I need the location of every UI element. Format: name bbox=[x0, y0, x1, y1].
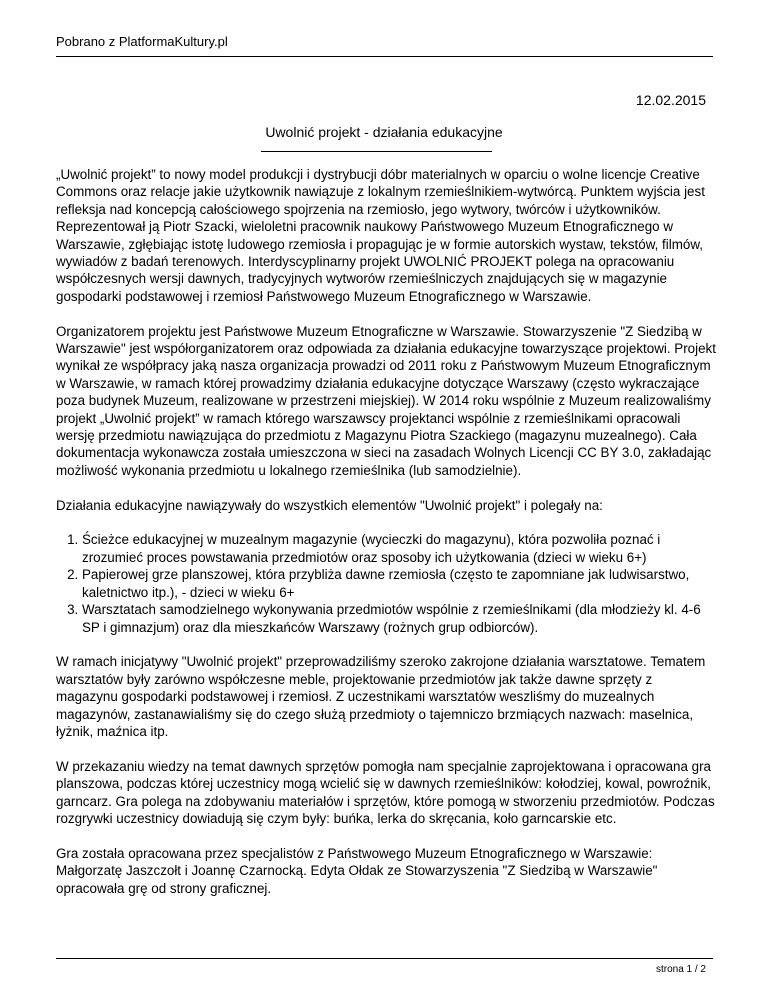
document-body bbox=[56, 166, 716, 914]
activities-list bbox=[56, 531, 716, 635]
paragraph-intro: „Uwolnić projekt” to nowy model produkcji i dystrybucji dóbr materialnych w oparciu o wolne licencje Creative Commons oraz relacje jakie użytkownik nawiązuje z lokalnym rzemieślnikiem-wytwórcą. Punktem wyjścia jest refleksja nad koncepcją całościowego spojrzenia na rzemiosło, jego wytwory, twórców i użytkowników. Reprezentował ją Piotr Szacki, wieloletni pracownik naukowy Państwowego Muzeum Etnograficznego w Warszawie, zgłębiając istotę ludowego rzemiosła i propagując je w formie autorskich wystaw, tekstów, filmów, wywiadów z badań terenowych. Interdyscyplinarny projekt UWOLNIĆ PROJEKT polega na opracowaniu współczesnych wersji dawnych, tradycyjnych wytworów rzemieślniczych znajdujących się w magazynie gospodarki podstawowej i rzemiosł Państwowego Muzeum Etnograficznego w Warszawie. bbox=[56, 167, 705, 304]
list-item: 2. Papierowej grze planszowej, która przybliża dawne rzemiosła (często te zapomniane jak ludwisarstwo, kaletnictwo itp.), - dzieci w wieku 6+ bbox=[82, 566, 716, 601]
paragraph-workshops: W ramach inicjatywy "Uwolnić projekt" przeprowadziliśmy szeroko zakrojone działania warsztatowe. Tematem warsztatów były zarówno współczesne meble, projektowanie przedmiotów jak także dawne sprzęty z magazynu gospodarki podstawowej i rzemiosł. Z uczestnikami warsztatów weszliśmy do muzealnych magazynów, zastanawialiśmy się do czego służą przedmioty o tajemniczo brzmiących nazwach: maselnica, łyżnik, maźnica itp. bbox=[56, 654, 706, 739]
paragraph-activities-lead: Działania edukacyjne nawiązywały do wszystkich elementów "Uwolnić projekt" i polegały na: bbox=[56, 497, 603, 513]
paragraph-organizer: Organizatorem projektu jest Państwowe Muzeum Etnograficzne w Warszawie. Stowarzyszenie "Z Siedzibą w Warszawie" jest współorganizatorem oraz odpowiada za działania edukacyjne towarzyszące projektowi. Projekt wynikał ze współpracy jaką nasza organizacja prowadzi od 2011 roku z Państwowym Muzeum Etnograficznym w Warszawie, w ramach której prowadzimy działania edukacyjne dotyczące Warszawy (często wykraczające poza budynek Muzeum, realizowane w przestrzeni miejskiej). W 2014 roku wspólnie z Muzeum realizowaliśmy projekt „Uwolnić projekt” w ramach którego warszawscy projektanci wspólnie z rzemieślnikami opracowali wersję przedmiotu nawiązująca do przedmiotu z Magazynu Piotra Szackiego (magazynu muzealnego). Cała dokumentacja wykonawcza została umieszczona w sieci na zasadach Wolnych Licencji CC BY 3.0, zakładając możliwość wykonania przedmiotu u lokalnego rzemieślnika (lub samodzielnie). bbox=[56, 323, 716, 478]
source-header: Pobrano z PlatformaKultury.pl bbox=[56, 34, 228, 49]
list-item: 1. Ścieżce edukacyjnej w muzealnym magazynie (wycieczki do magazynu), która pozwoliła poznać i zrozumieć proces powstawania przedmiotów oraz sposoby ich użytkowania (dzieci w wieku 6+) bbox=[82, 531, 716, 566]
footer-divider bbox=[56, 958, 713, 959]
header-divider bbox=[56, 56, 713, 57]
page-number: strona 1 / 2 bbox=[655, 964, 706, 975]
document-title: Uwolnić projekt - działania edukacyjne bbox=[265, 124, 503, 140]
title-underline bbox=[261, 151, 492, 152]
paragraph-board-game: W przekazaniu wiedzy na temat dawnych sprzętów pomogła nam specjalnie zaprojektowana i opracowana gra planszowa, podczas której uczestnicy mogą wcielić się w dawnych rzemieślników: kołodziej, kowal, powroźnik, garncarz. Gra polega na zdobywaniu materiałów i sprzętów, które pomogą w stworzeniu przedmiotów. Podczas rozgrywki uczestnicy dowiadują się czym były: buńka, lerka do skręcania, koło garncarskie etc. bbox=[56, 758, 715, 826]
list-item: 3. Warsztatach samodzielnego wykonywania przedmiotów wspólnie z rzemieślnikami (dla młodzieży kl. 4-6 SP i gimnazjum) oraz dla mieszkańców Warszawy (rożnych grup odbiorców). bbox=[82, 601, 716, 636]
paragraph-game-authors: Gra została opracowana przez specjalistów z Państwowego Muzeum Etnograficznego w Warszawie: Małgorzatę Jaszczołt i Joannę Czarnocką. Edyta Ołdak ze Stowarzyszenia "Z Siedzibą w Warszawie" opracowała grę od strony graficznej. bbox=[56, 845, 658, 896]
document-date: 12.02.2015 bbox=[635, 92, 706, 108]
